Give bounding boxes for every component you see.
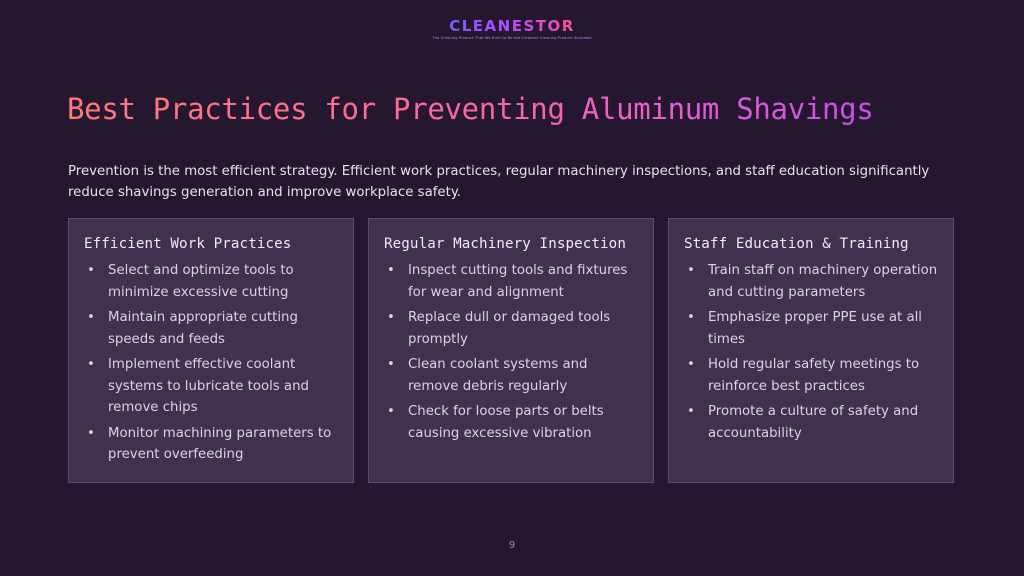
list-item: • Clean coolant systems and remove debris regularly (384, 354, 639, 397)
card-staff-education-training (668, 218, 954, 483)
intro-paragraph: Prevention is the most efficient strategy. Efficient work practices, regular machinery inspections, and staff education significantly reduce shavings generation and improve workplace safety. (68, 164, 930, 200)
card-efficient-work-practices (68, 218, 354, 483)
bullet-list (384, 260, 639, 444)
card-title: Efficient Work Practices (84, 236, 292, 252)
list-item: • Train staff on machinery operation and cutting parameters (684, 260, 939, 303)
list-item: • Hold regular safety meetings to reinforce best practices (684, 354, 939, 397)
list-item: • Inspect cutting tools and fixtures for wear and alignment (384, 260, 639, 303)
card-regular-machinery-inspection (368, 218, 654, 483)
logo-tagline: The Cleaning Product That We Built to Be the Cleanest Cleaning Product Available (432, 36, 592, 40)
list-item: • Select and optimize tools to minimize excessive cutting (84, 260, 339, 303)
card-title: Regular Machinery Inspection (384, 236, 626, 252)
list-item: • Replace dull or damaged tools promptly (384, 307, 639, 350)
list-item: • Promote a culture of safety and accountability (684, 401, 939, 444)
page-number: 9 (508, 540, 516, 551)
bullet-list (684, 260, 939, 444)
brand-logo (0, 16, 1024, 40)
slide-title: Best Practices for Preventing Aluminum Shavings (67, 92, 874, 126)
list-item: • Monitor machining parameters to prevent overfeeding (84, 423, 339, 466)
list-item: • Emphasize proper PPE use at all times (684, 307, 939, 350)
logo-wordmark: CLEANESTOR (449, 17, 575, 35)
list-item: • Maintain appropriate cutting speeds and feeds (84, 307, 339, 350)
bullet-list (84, 260, 339, 466)
card-title: Staff Education & Training (684, 236, 909, 252)
list-item: • Check for loose parts or belts causing excessive vibration (384, 401, 639, 444)
list-item: • Implement effective coolant systems to lubricate tools and remove chips (84, 354, 339, 419)
